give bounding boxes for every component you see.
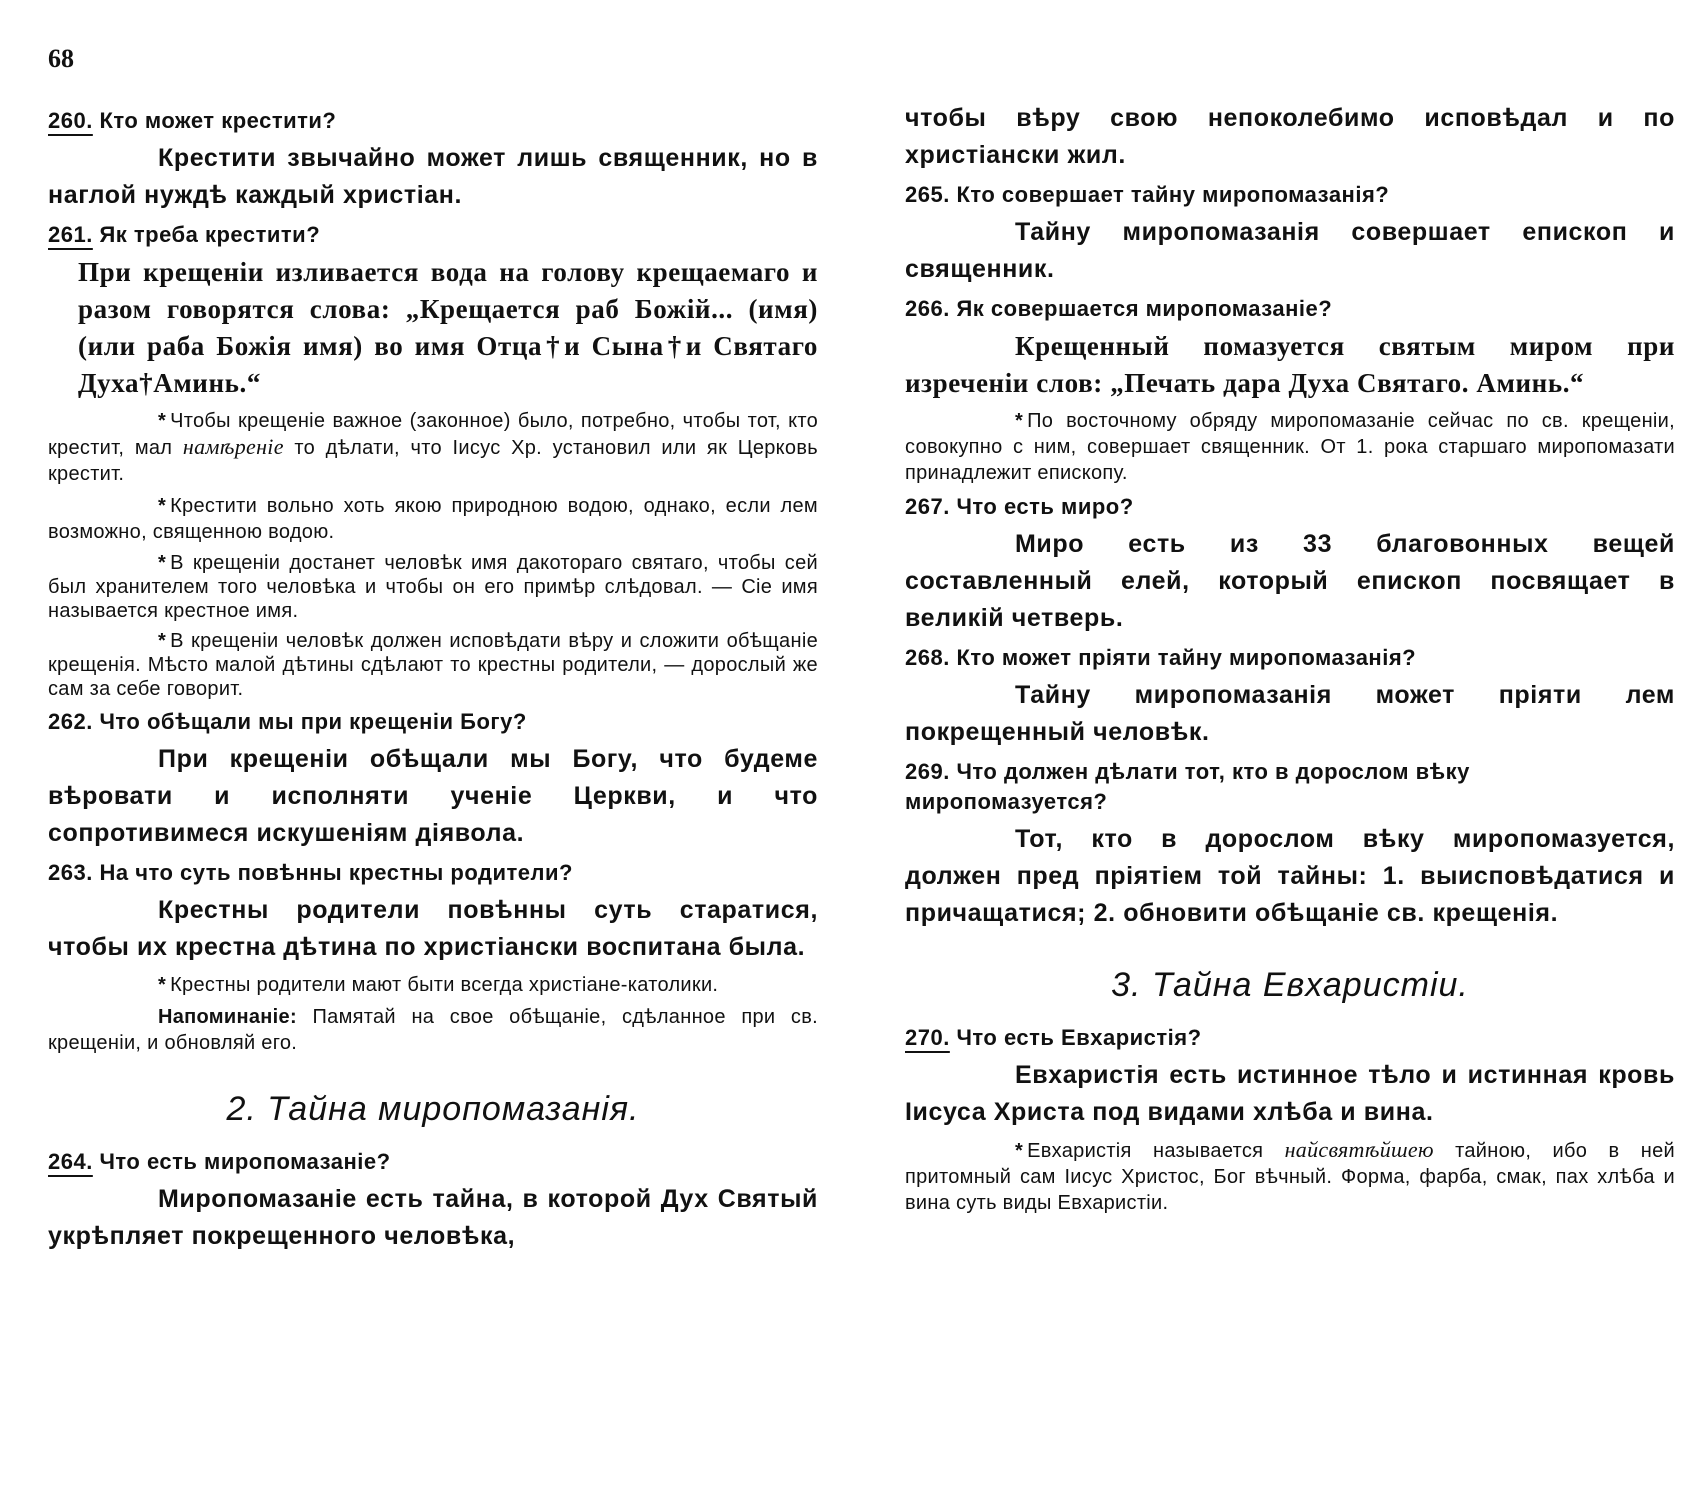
- question-text: Что есть миропомазаніе?: [99, 1149, 391, 1174]
- answer-263: Крестны родители повѣнны суть старатися, чтобы их крестна дѣтина по христіански воспитана была.: [48, 896, 818, 961]
- question-number: 265.: [905, 182, 950, 207]
- question-268: [905, 643, 1675, 673]
- question-number: 267.: [905, 494, 950, 519]
- reminder: [48, 1004, 818, 1056]
- answer-269: Тот, кто в дорослом вѣку миропомазуется, должен пред пріятіем той тайны: 1. выисповѣдатися и причащатися; 2. обновити обѣщаніе св. крещенія.: [905, 825, 1675, 927]
- question-number: 270.: [905, 1025, 950, 1050]
- note-text: Чтобы крещеніе важное (законное) было, потребно, чтобы тот, кто крестит, мал: [48, 410, 818, 459]
- note-text: По восточному обряду миропомазаніе сейчас по св. крещеніи, совокупно с ним, совершает священник. От 1. рока старшаго миропомазати принадлежит епископу.: [905, 410, 1675, 484]
- question-text: Что обѣщали мы при крещеніи Богу?: [99, 709, 527, 734]
- answer-265: Тайну миропомазанія совершает епископ и священник.: [905, 218, 1675, 283]
- note-text: Крестити вольно хоть якою природною водою, однако, если лем возможно, священною водою.: [48, 495, 818, 543]
- note-text: Евхаристія называется: [1027, 1140, 1285, 1162]
- answer-267: Миро есть из 33 благовонных вещей составленный елей, который епископ посвящает в великій четверь.: [905, 530, 1675, 632]
- question-number: 268.: [905, 645, 950, 670]
- page-number: 68: [48, 44, 74, 73]
- question-267: [905, 492, 1675, 522]
- note-text: то дѣлати, что Іисус Хр. установил или як Церковь крестит.: [48, 437, 819, 485]
- answer-261: При крещеніи изливается вода на голову крещаемаго и разом говорятся слова: „Крещается раб Божій... (имя) (или раба Божія имя) во имя Отца†и Сына†и Святаго Духа†Аминь.“: [78, 257, 818, 398]
- question-number: 260.: [48, 108, 93, 133]
- question-text: Что есть Евхаристія?: [956, 1025, 1202, 1050]
- question-text: Кто может пріяти тайну миропомазанія?: [956, 645, 1417, 670]
- note-italic: найсвятѣйшею: [1284, 1137, 1434, 1162]
- note-261-1: [48, 408, 818, 487]
- answer-262: При крещеніи обѣщали мы Богу, что будеме вѣровати и исполняти ученіе Церкви, и что сопротивимеся искушеніям діявола.: [48, 745, 818, 847]
- asterisk-icon: *: [158, 552, 167, 574]
- note-263-1: [48, 972, 818, 998]
- question-text: На что суть повѣнны крестны родители?: [99, 860, 573, 885]
- note-text: Крестны родители мают быти всегда христіане-католики.: [170, 974, 719, 996]
- question-text: Что должен дѣлати тот, кто в дорослом вѣку миропомазуется?: [905, 759, 1470, 814]
- question-262: [48, 707, 818, 737]
- answer-270: Евхаристія есть истинное тѣло и истинная кровь Іисуса Христа под видами хлѣба и вина.: [905, 1061, 1675, 1126]
- answer-264: Миропомазаніе есть тайна, в которой Дух Святый укрѣпляет покрещенного человѣка,: [48, 1185, 818, 1250]
- question-269: [905, 757, 1675, 817]
- question-number: 263.: [48, 860, 93, 885]
- reminder-text: Памятай на свое обѣщаніе, сдѣланное при св. крещеніи, и обновляй его.: [48, 1006, 818, 1054]
- question-number: 261.: [48, 222, 93, 247]
- note-text: В крещеніи человѣк должен исповѣдати вѣру и сложити обѣщаніе крещенія. Мѣсто малой дѣтины сдѣлают то крестны родители, — дорослый же сам за себе говорит.: [48, 630, 818, 700]
- note-italic: намѣреніе: [182, 434, 284, 459]
- reminder-label: Напоминаніе:: [158, 1006, 297, 1028]
- answer-266: Крещенный помазуется святым миром при изреченіи слов: „Печать дара Духа Святаго. Аминь.“: [905, 331, 1675, 398]
- asterisk-icon: *: [158, 974, 167, 996]
- note-270-1: [905, 1137, 1675, 1216]
- asterisk-icon: *: [158, 630, 167, 652]
- question-number: 266.: [905, 296, 950, 321]
- note-261-4: [48, 629, 818, 701]
- question-text: Як треба крестити?: [99, 222, 321, 247]
- left-column: [48, 100, 818, 1261]
- question-270: [905, 1023, 1675, 1053]
- right-column: [905, 100, 1675, 1222]
- section-heading-3: 3. Тайна Евхаристіи.: [1111, 966, 1469, 1004]
- question-text: Як совершается миропомазаніе?: [956, 296, 1333, 321]
- question-text: Кто может крестити?: [99, 108, 337, 133]
- question-number: 269.: [905, 759, 950, 784]
- note-266-1: [905, 408, 1675, 486]
- note-261-3: [48, 551, 818, 623]
- section-heading-2: 2. Тайна миропомазанія.: [226, 1090, 640, 1128]
- question-264: [48, 1147, 818, 1177]
- note-text: тайною, ибо в ней притомный сам Іисус Христос, Бог вѣчный. Форма, фарба, смак, пах хлѣба и вина суть виды Евхаристіи.: [905, 1140, 1676, 1214]
- question-number: 264.: [48, 1149, 93, 1174]
- asterisk-icon: *: [1015, 1140, 1024, 1162]
- question-261: [48, 220, 818, 250]
- answer-264-continued: чтобы вѣру свою непоколебимо исповѣдал и по христіански жил.: [905, 104, 1675, 169]
- question-263: [48, 858, 818, 888]
- asterisk-icon: *: [158, 410, 167, 432]
- note-text: В крещеніи достанет человѣк имя дакотораго святаго, чтобы сей был хранителем того человѣка и чтобы он его примѣр слѣдовал. — Сіе имя называется крестное имя.: [48, 552, 818, 622]
- question-266: [905, 294, 1675, 324]
- question-number: 262.: [48, 709, 93, 734]
- question-text: Что есть миро?: [956, 494, 1134, 519]
- answer-268: Тайну миропомазанія может пріяти лем покрещенный человѣк.: [905, 681, 1675, 746]
- note-261-2: [48, 493, 818, 545]
- asterisk-icon: *: [158, 495, 167, 517]
- answer-260: Крестити звычайно может лишь священник, но в наглой нуждѣ каждый христіан.: [48, 144, 818, 209]
- question-265: [905, 180, 1675, 210]
- asterisk-icon: *: [1015, 410, 1024, 432]
- question-text: Кто совершает тайну миропомазанія?: [956, 182, 1390, 207]
- question-260: [48, 106, 818, 136]
